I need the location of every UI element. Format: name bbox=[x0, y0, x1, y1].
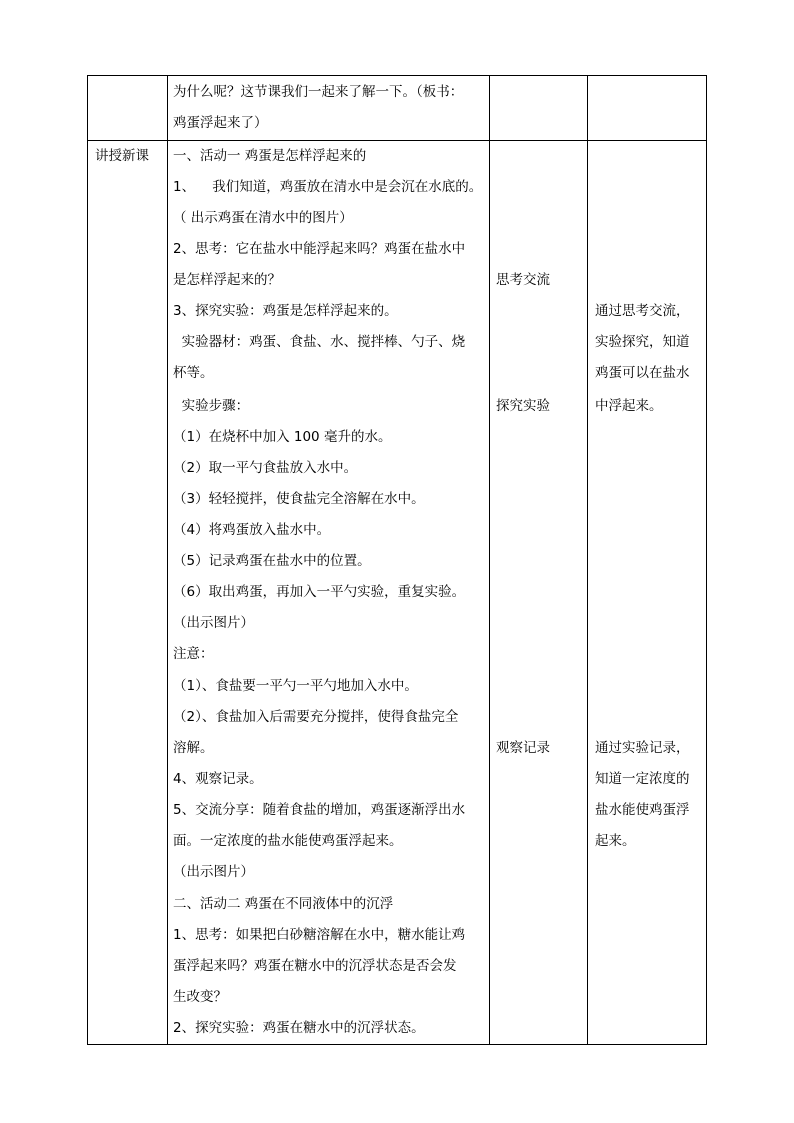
content-line: （5）记录鸡蛋在盐水中的位置。 bbox=[173, 553, 371, 569]
design-intent-line: 起来。 bbox=[595, 833, 636, 849]
content-line: 注意： bbox=[173, 646, 214, 662]
content-line: （1）在烧杯中加入 100 毫升的水。 bbox=[173, 429, 392, 445]
content-line: （出示图片） bbox=[173, 615, 254, 631]
table-border-bottom bbox=[87, 1044, 707, 1045]
content-line: （3）轻轻搅拌，使食盐完全溶解在水中。 bbox=[173, 491, 425, 507]
stage-label: 讲授新课 bbox=[95, 148, 149, 164]
design-intent-line: 中浮起来。 bbox=[595, 398, 663, 414]
content-line: 二、活动二 鸡蛋在不同液体中的沉浮 bbox=[173, 896, 394, 912]
design-intent-line: 通过思考交流， bbox=[595, 303, 690, 319]
content-line: （4）将鸡蛋放入盐水中。 bbox=[173, 522, 331, 538]
content-line: 一、活动一 鸡蛋是怎样浮起来的 bbox=[173, 148, 367, 164]
design-intent-line: 通过实验记录， bbox=[595, 740, 690, 756]
content-line: 实验步骤： bbox=[173, 398, 250, 414]
student-activity: 探究实验 bbox=[496, 398, 550, 414]
row1-content-line: 鸡蛋浮起来了） bbox=[173, 115, 268, 131]
table-border-left bbox=[87, 75, 88, 1045]
content-line: 5、交流分享：随着食盐的增加，鸡蛋逐渐浮出水 bbox=[173, 802, 466, 818]
content-line: （出示图片） bbox=[173, 864, 254, 880]
design-intent-line: 鸡蛋可以在盐水 bbox=[595, 365, 690, 381]
table-border-top bbox=[87, 75, 707, 76]
content-line: （ 出示鸡蛋在清水中的图片） bbox=[173, 210, 353, 226]
content-line: 1、 我们知道，鸡蛋放在清水中是会沉在水底的。 bbox=[173, 179, 483, 195]
content-line: （1）、食盐要一平勺一平勺地加入水中。 bbox=[173, 678, 418, 694]
content-line: 蛋浮起来吗？鸡蛋在糖水中的沉浮状态是否会发 bbox=[173, 958, 457, 974]
content-line: 生改变？ bbox=[173, 989, 227, 1005]
content-line: 面。一定浓度的盐水能使鸡蛋浮起来。 bbox=[173, 833, 403, 849]
content-line: 溶解。 bbox=[173, 740, 214, 756]
content-line: 杯等。 bbox=[173, 365, 214, 381]
table-border-right bbox=[706, 75, 707, 1045]
table-col-divider-3 bbox=[587, 75, 588, 1045]
table-col-divider-2 bbox=[489, 75, 490, 1045]
design-intent-line: 知道一定浓度的 bbox=[595, 771, 690, 787]
content-line: 3、探究实验：鸡蛋是怎样浮起来的。 bbox=[173, 303, 398, 319]
content-line: （2）、食盐加入后需要充分搅拌，使得食盐完全 bbox=[173, 709, 459, 725]
table-row-divider bbox=[87, 140, 707, 141]
design-intent-line: 实验探究，知道 bbox=[595, 334, 690, 350]
content-line: 是怎样浮起来的？ bbox=[173, 272, 281, 288]
content-line: 2、探究实验：鸡蛋在糖水中的沉浮状态。 bbox=[173, 1020, 425, 1036]
table-col-divider-1 bbox=[167, 75, 168, 1045]
content-line: 4、观察记录。 bbox=[173, 771, 263, 787]
student-activity: 思考交流 bbox=[496, 272, 550, 288]
content-line: （6）取出鸡蛋，再加入一平勺实验，重复实验。 bbox=[173, 584, 466, 600]
content-line: 1、思考：如果把白砂糖溶解在水中，糖水能让鸡 bbox=[173, 927, 466, 943]
design-intent-line: 盐水能使鸡蛋浮 bbox=[595, 802, 690, 818]
row1-content-line: 为什么呢？这节课我们一起来了解一下。（板书： bbox=[173, 84, 464, 100]
content-line: 2、思考：它在盐水中能浮起来吗？鸡蛋在盐水中 bbox=[173, 241, 466, 257]
student-activity: 观察记录 bbox=[496, 740, 550, 756]
content-line: 实验器材：鸡蛋、食盐、水、搅拌棒、勺子、烧 bbox=[173, 334, 466, 350]
content-line: （2）取一平勺食盐放入水中。 bbox=[173, 460, 358, 476]
